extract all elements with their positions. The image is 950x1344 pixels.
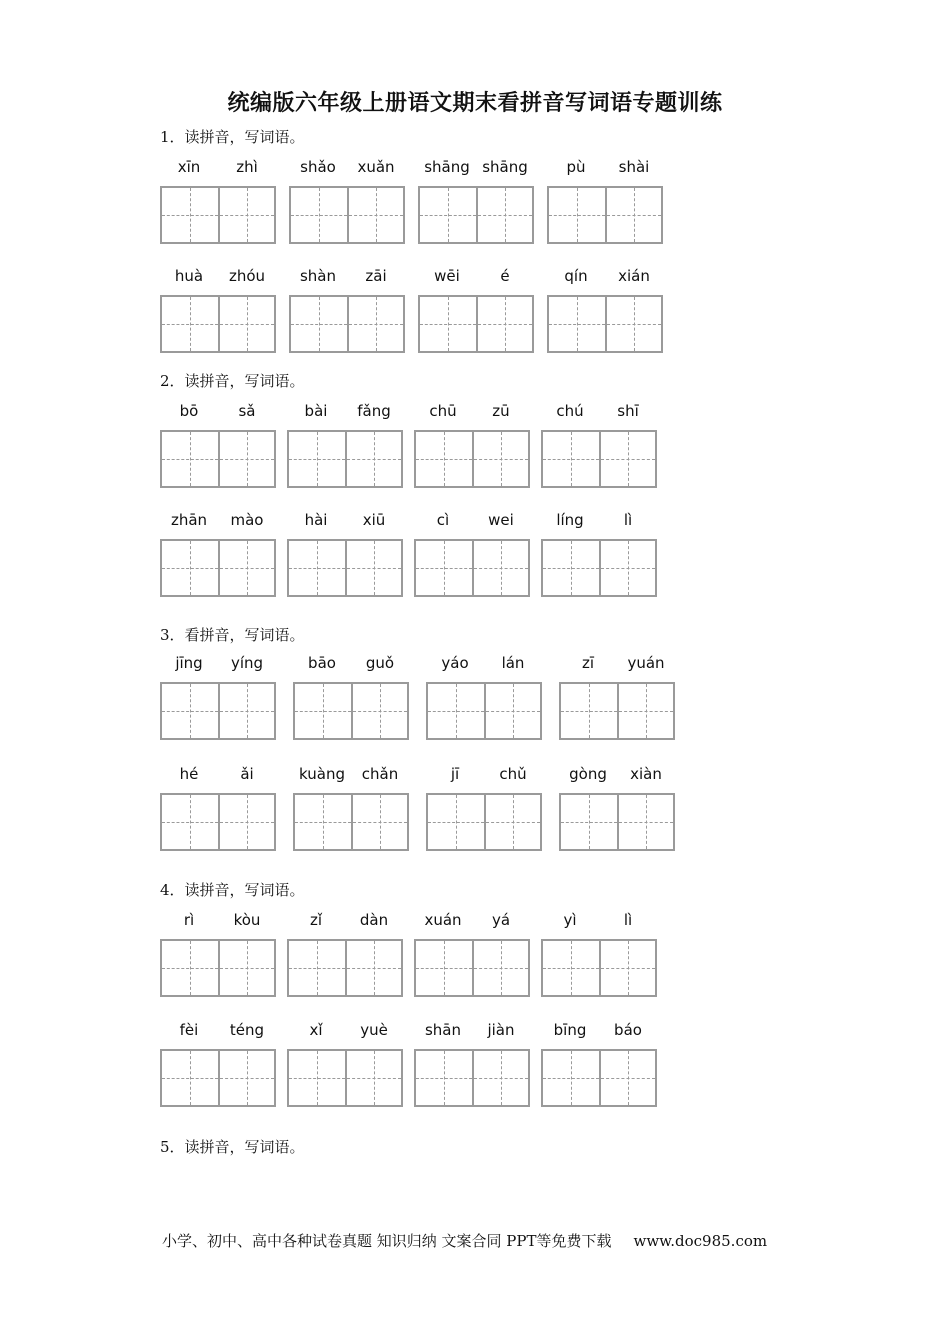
character-box[interactable]: [289, 941, 345, 995]
writing-grid[interactable]: [293, 682, 409, 740]
character-box[interactable]: [420, 188, 476, 242]
pinyin-label: lán: [501, 654, 525, 672]
pinyin-label: kuàng: [299, 765, 345, 783]
pinyin-label: dàn: [359, 911, 389, 929]
pinyin-label: cì: [436, 511, 450, 529]
character-box[interactable]: [617, 684, 673, 738]
writing-grid[interactable]: [160, 1049, 276, 1107]
writing-grid[interactable]: [414, 539, 530, 597]
pinyin-label: sǎ: [238, 402, 256, 420]
footer-url[interactable]: www.doc985.com: [633, 1232, 768, 1250]
writing-grid[interactable]: [541, 430, 657, 488]
character-box[interactable]: [291, 297, 347, 351]
character-box[interactable]: [416, 541, 472, 595]
pinyin-label: lì: [623, 511, 633, 529]
pinyin-label: rì: [183, 911, 195, 929]
question-label: 3．看拼音，写词语。: [160, 626, 305, 644]
character-box[interactable]: [345, 432, 401, 486]
character-box[interactable]: [295, 684, 351, 738]
word-row: [160, 511, 720, 601]
character-box[interactable]: [543, 1051, 599, 1105]
writing-grid[interactable]: [414, 1049, 530, 1107]
pinyin-label: bài: [304, 402, 328, 420]
pinyin-label: jiàn: [487, 1021, 515, 1039]
character-box[interactable]: [289, 541, 345, 595]
character-box[interactable]: [162, 432, 218, 486]
pinyin-label: téng: [229, 1021, 265, 1039]
character-box[interactable]: [416, 432, 472, 486]
writing-grid[interactable]: [547, 295, 663, 353]
character-box[interactable]: [289, 1051, 345, 1105]
pinyin-label: zhān: [170, 511, 208, 529]
question-label: 4．读拼音，写词语。: [160, 881, 305, 899]
writing-grid[interactable]: [293, 793, 409, 851]
character-box[interactable]: [218, 432, 274, 486]
pinyin-label: zāi: [365, 267, 387, 285]
character-box[interactable]: [543, 541, 599, 595]
pinyin-label: jī: [450, 765, 460, 783]
writing-grid[interactable]: [541, 1049, 657, 1107]
writing-grid[interactable]: [287, 939, 403, 997]
pinyin-label: shàn: [299, 267, 337, 285]
character-box[interactable]: [476, 297, 532, 351]
pinyin-label: chǎn: [361, 765, 399, 783]
character-box[interactable]: [347, 297, 403, 351]
question-label: 2．读拼音，写词语。: [160, 372, 305, 390]
pinyin-label: qín: [564, 267, 588, 285]
character-box[interactable]: [472, 941, 528, 995]
pinyin-label: mào: [230, 511, 264, 529]
pinyin-label: yuán: [627, 654, 665, 672]
writing-grid[interactable]: [289, 295, 405, 353]
pinyin-label: lì: [623, 911, 633, 929]
character-box[interactable]: [599, 541, 655, 595]
writing-grid[interactable]: [160, 939, 276, 997]
writing-grid[interactable]: [160, 539, 276, 597]
character-box[interactable]: [162, 684, 218, 738]
character-box[interactable]: [162, 188, 218, 242]
writing-grid[interactable]: [559, 682, 675, 740]
character-box[interactable]: [416, 1051, 472, 1105]
pinyin-label: shān: [424, 1021, 462, 1039]
writing-grid[interactable]: [160, 430, 276, 488]
pinyin-label: xuǎn: [357, 158, 395, 176]
pinyin-label: zī: [581, 654, 595, 672]
character-box[interactable]: [472, 1051, 528, 1105]
character-box[interactable]: [617, 795, 673, 849]
pinyin-label: bāo: [308, 654, 336, 672]
character-box[interactable]: [162, 541, 218, 595]
character-box[interactable]: [428, 684, 484, 738]
character-box[interactable]: [218, 297, 274, 351]
character-box[interactable]: [218, 795, 274, 849]
pinyin-label: pù: [566, 158, 586, 176]
character-box[interactable]: [484, 795, 540, 849]
character-box[interactable]: [472, 432, 528, 486]
character-box[interactable]: [218, 541, 274, 595]
character-box[interactable]: [291, 188, 347, 242]
writing-grid[interactable]: [547, 186, 663, 244]
writing-grid[interactable]: [287, 430, 403, 488]
pinyin-label: bīng: [553, 1021, 587, 1039]
character-box[interactable]: [218, 684, 274, 738]
pinyin-label: chū: [429, 402, 457, 420]
word-row: [160, 765, 720, 855]
character-box[interactable]: [543, 432, 599, 486]
word-row: [160, 267, 720, 357]
character-box[interactable]: [561, 795, 617, 849]
pinyin-label: xīn: [177, 158, 201, 176]
writing-grid[interactable]: [160, 682, 276, 740]
writing-grid[interactable]: [289, 186, 405, 244]
writing-grid[interactable]: [418, 186, 534, 244]
pinyin-label: hài: [304, 511, 328, 529]
writing-grid[interactable]: [287, 539, 403, 597]
character-box[interactable]: [420, 297, 476, 351]
character-box[interactable]: [428, 795, 484, 849]
word-row: [160, 402, 720, 492]
pinyin-label: gòng: [569, 765, 607, 783]
pinyin-label: zū: [492, 402, 510, 420]
pinyin-label: zhóu: [228, 267, 266, 285]
pinyin-label: wei: [488, 511, 514, 529]
character-box[interactable]: [472, 541, 528, 595]
pinyin-label: kòu: [233, 911, 261, 929]
pinyin-label: é: [500, 267, 510, 285]
pinyin-label: yáo: [441, 654, 469, 672]
pinyin-label: shǎo: [300, 158, 336, 176]
word-row: [160, 911, 720, 1001]
pinyin-label: xuán: [424, 911, 462, 929]
pinyin-label: huà: [174, 267, 204, 285]
character-box[interactable]: [351, 684, 407, 738]
writing-grid[interactable]: [426, 682, 542, 740]
pinyin-label: chǔ: [499, 765, 527, 783]
pinyin-label: bō: [179, 402, 199, 420]
character-box[interactable]: [345, 941, 401, 995]
character-box[interactable]: [218, 941, 274, 995]
pinyin-label: shī: [617, 402, 639, 420]
pinyin-label: yíng: [230, 654, 264, 672]
pinyin-label: ǎi: [240, 765, 254, 783]
pinyin-label: líng: [556, 511, 584, 529]
character-box[interactable]: [605, 188, 661, 242]
character-box[interactable]: [543, 941, 599, 995]
character-box[interactable]: [218, 1051, 274, 1105]
question-label: 5．读拼音，写词语。: [160, 1138, 305, 1156]
writing-grid[interactable]: [559, 793, 675, 851]
character-box[interactable]: [599, 941, 655, 995]
word-row: [160, 158, 720, 248]
character-box[interactable]: [162, 941, 218, 995]
character-box[interactable]: [347, 188, 403, 242]
writing-grid[interactable]: [414, 430, 530, 488]
pinyin-label: jīng: [175, 654, 203, 672]
character-box[interactable]: [218, 188, 274, 242]
page-title: 统编版六年级上册语文期末看拼音写词语专题训练: [227, 91, 723, 116]
pinyin-label: guǒ: [365, 654, 395, 672]
character-box[interactable]: [484, 684, 540, 738]
writing-grid[interactable]: [287, 1049, 403, 1107]
pinyin-label: yì: [563, 911, 577, 929]
character-box[interactable]: [162, 1051, 218, 1105]
pinyin-label: shāng: [482, 158, 528, 176]
writing-grid[interactable]: [541, 939, 657, 997]
character-box[interactable]: [599, 1051, 655, 1105]
pinyin-label: shài: [618, 158, 650, 176]
character-box[interactable]: [549, 297, 605, 351]
pinyin-label: shāng: [424, 158, 470, 176]
character-box[interactable]: [345, 541, 401, 595]
character-box[interactable]: [416, 941, 472, 995]
pinyin-label: hé: [179, 765, 199, 783]
writing-grid[interactable]: [160, 186, 276, 244]
character-box[interactable]: [289, 432, 345, 486]
writing-grid[interactable]: [414, 939, 530, 997]
character-box[interactable]: [476, 188, 532, 242]
character-box[interactable]: [162, 297, 218, 351]
pinyin-label: xǐ: [309, 1021, 323, 1039]
footer: [162, 1230, 767, 1251]
pinyin-label: fǎng: [357, 402, 391, 420]
character-box[interactable]: [351, 795, 407, 849]
pinyin-label: xiū: [362, 511, 386, 529]
character-box[interactable]: [549, 188, 605, 242]
pinyin-label: chú: [556, 402, 584, 420]
writing-grid[interactable]: [418, 295, 534, 353]
character-box[interactable]: [295, 795, 351, 849]
pinyin-label: báo: [614, 1021, 642, 1039]
word-row: [160, 654, 720, 744]
writing-grid[interactable]: [160, 295, 276, 353]
writing-grid[interactable]: [541, 539, 657, 597]
writing-grid[interactable]: [426, 793, 542, 851]
pinyin-label: zǐ: [309, 911, 323, 929]
writing-grid[interactable]: [160, 793, 276, 851]
pinyin-label: yá: [491, 911, 511, 929]
pinyin-label: yuè: [360, 1021, 388, 1039]
footer-text: 小学、初中、高中各种试卷真题 知识归纳 文案合同 PPT等免费下载: [162, 1232, 612, 1250]
pinyin-label: wēi: [434, 267, 460, 285]
pinyin-label: xián: [618, 267, 650, 285]
word-row: [160, 1021, 720, 1111]
pinyin-label: zhì: [236, 158, 258, 176]
question-label: 1．读拼音，写词语。: [160, 128, 305, 146]
character-box[interactable]: [162, 795, 218, 849]
character-box[interactable]: [561, 684, 617, 738]
character-box[interactable]: [345, 1051, 401, 1105]
pinyin-label: xiàn: [630, 765, 662, 783]
character-box[interactable]: [605, 297, 661, 351]
pinyin-label: fèi: [179, 1021, 199, 1039]
character-box[interactable]: [599, 432, 655, 486]
